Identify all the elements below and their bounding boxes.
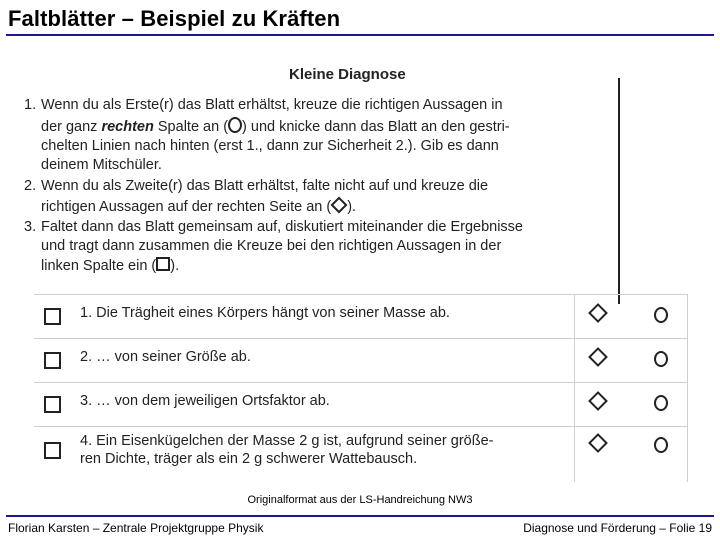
square-checkbox-icon[interactable] — [44, 396, 61, 413]
circle-icon — [228, 117, 242, 133]
title-divider — [6, 34, 714, 36]
instruction-line: chelten Linien nach hinten (erst 1., dann zur Sicherheit 2.). Gib es dann — [41, 138, 499, 154]
table-row — [34, 294, 688, 338]
statement-text: 3. … von dem jeweiligen Ortsfaktor ab. — [80, 393, 330, 409]
statement-text: 1. Die Trägheit eines Körpers hängt von seiner Masse ab. — [80, 305, 450, 321]
instruction-line — [41, 257, 179, 277]
diamond-icon — [331, 197, 348, 214]
circle-icon[interactable] — [654, 437, 668, 453]
instruction-line: Faltet dann das Blatt gemeinsam auf, diskutiert miteinander die Ergebnisse — [41, 219, 523, 235]
diamond-icon[interactable] — [588, 347, 608, 367]
table-row — [34, 338, 688, 382]
diamond-icon[interactable] — [588, 391, 608, 411]
footer-slide-info: Diagnose und Förderung – Folie 19 — [523, 521, 712, 535]
instruction-fragment: der ganz — [41, 119, 98, 135]
instruction-fragment: ) und knicke dann das Blatt an den gestri- — [242, 119, 510, 135]
fold-line — [618, 78, 620, 304]
instruction-fragment: linken Spalte ein ( — [41, 258, 157, 274]
square-checkbox-icon — [156, 257, 170, 271]
instruction-number: 3. — [24, 219, 37, 235]
instruction-fragment: richtigen Aussagen auf der rechten Seite an ( — [41, 199, 332, 215]
instruction-line — [41, 198, 356, 218]
diamond-icon[interactable] — [588, 433, 608, 453]
instruction-line: deinem Mitschüler. — [41, 157, 162, 173]
slide-title: Faltblätter – Beispiel zu Kräften — [8, 6, 341, 31]
square-checkbox-icon[interactable] — [44, 352, 61, 369]
instruction-number: 1. — [24, 97, 37, 113]
instruction-fragment: Spalte an ( — [157, 119, 229, 135]
instruction-line: Wenn du als Erste(r) das Blatt erhältst, kreuze die richtigen Aussagen in — [41, 97, 503, 113]
instruction-number: 2. — [24, 178, 37, 194]
footer-author: Florian Karsten – Zentrale Projektgruppe Physik — [8, 521, 264, 535]
square-checkbox-icon[interactable] — [44, 442, 61, 459]
circle-icon[interactable] — [654, 351, 668, 367]
table-row — [34, 426, 688, 482]
circle-icon[interactable] — [654, 395, 668, 411]
statement-text: 2. … von seiner Größe ab. — [80, 349, 251, 365]
statement-text: 4. Ein Eisenkügelchen der Masse 2 g ist, aufgrund seiner größe- — [80, 433, 494, 449]
footer-divider — [6, 515, 714, 517]
diamond-icon[interactable] — [588, 303, 608, 323]
statement-text: ren Dichte, träger als ein 2 g schwerer Wattebausch. — [80, 451, 418, 467]
instruction-fragment: ). — [347, 199, 357, 215]
instruction-line — [41, 117, 510, 138]
worksheet-scan — [16, 58, 692, 482]
square-checkbox-icon[interactable] — [44, 308, 61, 325]
instruction-line: Wenn du als Zweite(r) das Blatt erhältst, falte nicht auf und kreuze die — [41, 178, 489, 194]
emphasis-rechten: rechten — [101, 119, 154, 135]
instruction-fragment: ). — [170, 258, 180, 274]
worksheet-heading: Kleine Diagnose — [289, 66, 406, 83]
source-caption: Originalformat aus der LS-Handreichung NW3 — [247, 494, 473, 506]
instruction-line: und tragt dann zusammen die Kreuze bei den richtigen Aussagen in der — [41, 238, 502, 254]
table-row — [34, 382, 688, 426]
statement-table — [34, 294, 688, 484]
circle-icon[interactable] — [654, 307, 668, 323]
